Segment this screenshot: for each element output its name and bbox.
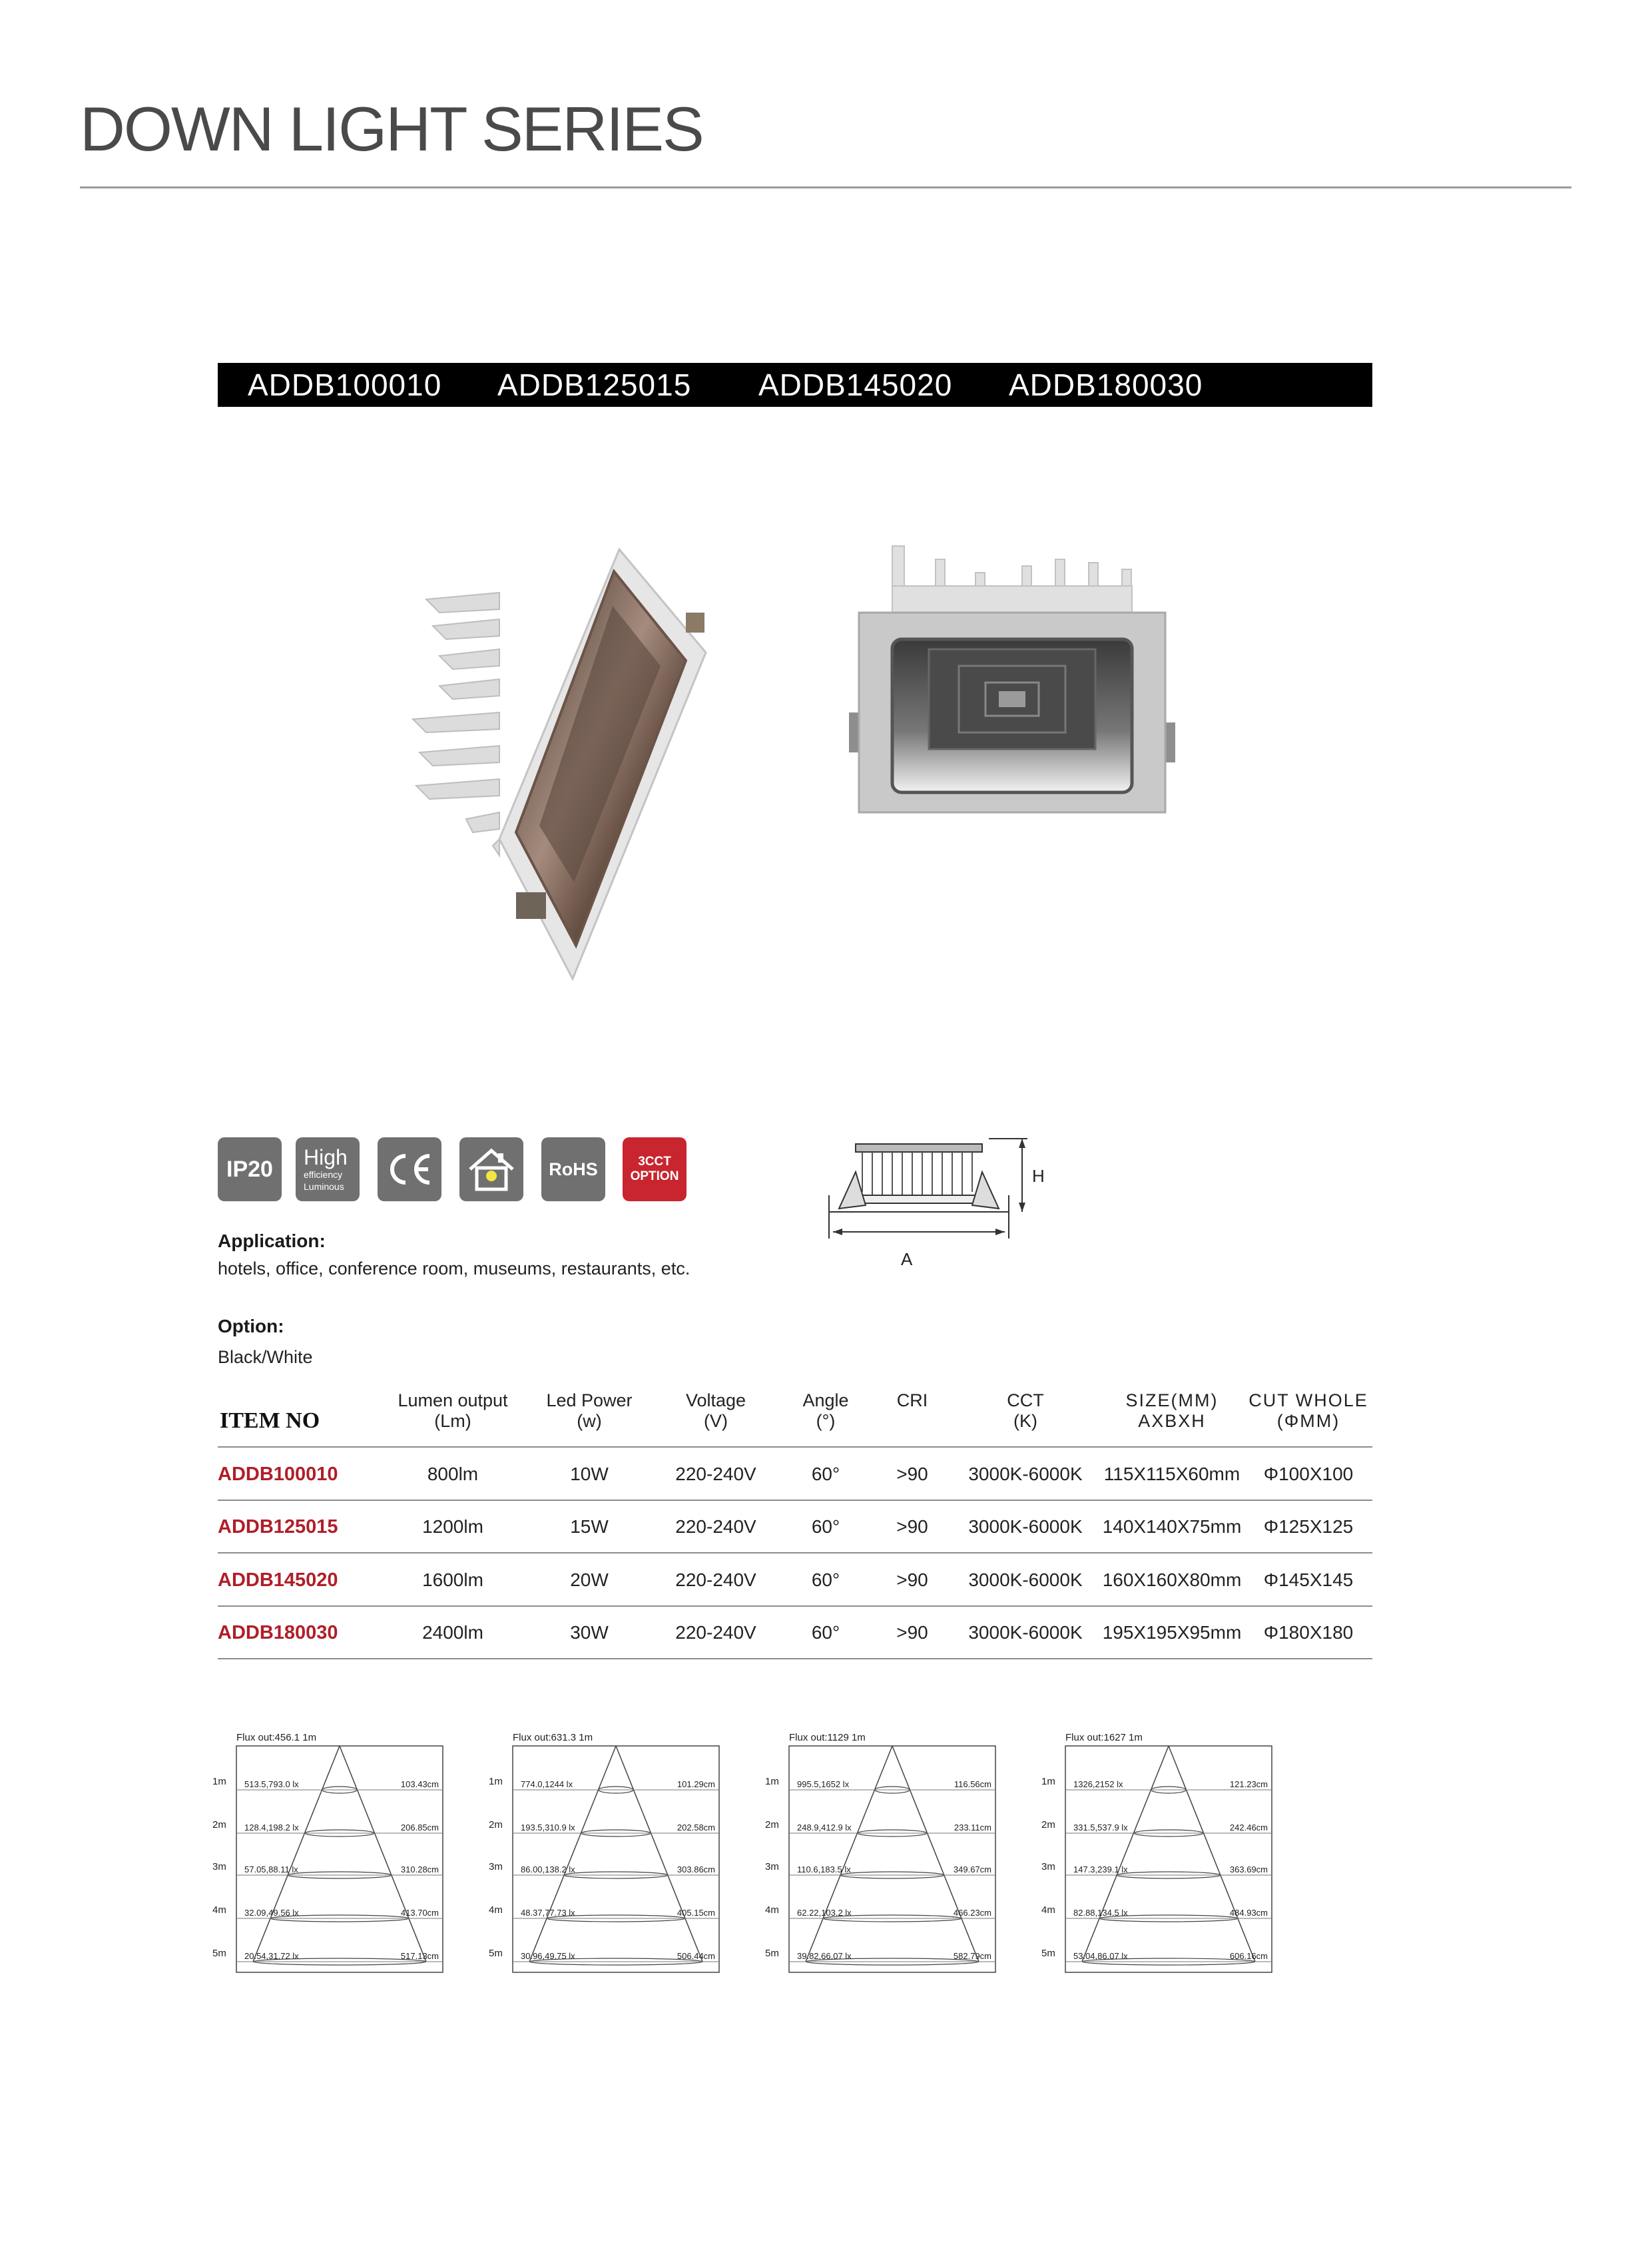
distance-label: 1m bbox=[212, 1776, 226, 1787]
model-label: ADDB180030 bbox=[1009, 368, 1203, 402]
diameter-label: 101.29cm bbox=[677, 1779, 715, 1789]
cct-cell: 3000K-6000K bbox=[968, 1464, 1083, 1484]
diameter-label: 206.85cm bbox=[400, 1822, 439, 1832]
title-divider bbox=[80, 186, 1571, 188]
lux-label: 1326,2152 lx bbox=[1073, 1779, 1123, 1789]
power-cell: 10W bbox=[570, 1464, 609, 1484]
distance-label: 4m bbox=[765, 1904, 779, 1916]
model-label: ADDB125015 bbox=[497, 368, 692, 402]
voltage-cell: 220-240V bbox=[675, 1569, 756, 1590]
column-header: CRI bbox=[896, 1390, 928, 1410]
column-header: Voltage (V) bbox=[685, 1390, 746, 1431]
lux-label: 30.96,49.75 lx bbox=[521, 1951, 575, 1961]
distance-label: 1m bbox=[489, 1776, 503, 1787]
distance-label: 5m bbox=[489, 1948, 503, 1959]
diameter-label: 517.13cm bbox=[400, 1951, 439, 1961]
item-code: ADDB180030 bbox=[218, 1622, 338, 1643]
lux-label: 513.5,793.0 lx bbox=[244, 1779, 299, 1789]
distance-label: 3m bbox=[212, 1861, 226, 1872]
3cct-option-badge bbox=[623, 1137, 687, 1201]
cut-cell: Φ145X145 bbox=[1263, 1569, 1354, 1590]
lumen-cell: 800lm bbox=[427, 1464, 479, 1484]
rohs-badge bbox=[541, 1137, 605, 1201]
cone-edge bbox=[1082, 1746, 1169, 1962]
chart-title: Flux out:631.3 1m bbox=[513, 1732, 593, 1743]
distance-label: 5m bbox=[1041, 1948, 1055, 1959]
cone-edge bbox=[340, 1746, 426, 1962]
cct-cell: 3000K-6000K bbox=[968, 1516, 1083, 1537]
lux-label: 82.88,134.5 lx bbox=[1073, 1908, 1128, 1918]
lux-label: 62.22,103.2 lx bbox=[797, 1908, 852, 1918]
size-cell: 115X115X60mm bbox=[1103, 1464, 1240, 1484]
distance-label: 1m bbox=[1041, 1776, 1055, 1787]
badge-text: IP20 bbox=[226, 1156, 273, 1182]
cone-edge bbox=[1169, 1746, 1255, 1962]
lux-label: 48.37,77.73 lx bbox=[521, 1908, 575, 1918]
cone-edge bbox=[529, 1746, 616, 1962]
voltage-cell: 220-240V bbox=[675, 1516, 756, 1537]
size-cell: 195X195X95mm bbox=[1102, 1622, 1242, 1643]
table-divider bbox=[218, 1658, 1372, 1659]
light-distribution-chart bbox=[476, 1731, 756, 1984]
lux-label: 20.54,31.72 lx bbox=[244, 1951, 299, 1961]
diameter-label: 310.28cm bbox=[400, 1864, 439, 1874]
diameter-label: 413.70cm bbox=[400, 1908, 439, 1918]
diameter-label: 506.44cm bbox=[677, 1951, 715, 1961]
badge-text: Luminous bbox=[304, 1181, 344, 1192]
model-label: ADDB100010 bbox=[248, 368, 442, 402]
cone-edge bbox=[253, 1746, 340, 1962]
model-bar bbox=[218, 363, 1372, 407]
cri-cell: >90 bbox=[896, 1464, 928, 1484]
cone-edge bbox=[892, 1746, 979, 1962]
diameter-label: 405.15cm bbox=[677, 1908, 715, 1918]
diameter-label: 466.23cm bbox=[953, 1908, 991, 1918]
page-title: DOWN LIGHT SERIES bbox=[80, 94, 703, 164]
table-divider bbox=[218, 1552, 1372, 1553]
cri-cell: >90 bbox=[896, 1622, 928, 1643]
badge-text: RoHS bbox=[549, 1159, 598, 1179]
lux-label: 147.3,239.1 lx bbox=[1073, 1864, 1128, 1874]
column-header: SIZE(MM) AXBXH bbox=[1125, 1390, 1219, 1431]
badge-text: 3CCT bbox=[638, 1155, 671, 1169]
cut-cell: Φ180X180 bbox=[1263, 1622, 1354, 1643]
voltage-cell: 220-240V bbox=[675, 1464, 756, 1484]
high-efficiency-badge bbox=[296, 1137, 360, 1201]
power-cell: 20W bbox=[570, 1569, 609, 1590]
product-photo-front bbox=[836, 546, 1195, 826]
cone-edge bbox=[806, 1746, 892, 1962]
cct-cell: 3000K-6000K bbox=[968, 1569, 1083, 1590]
lux-label: 86.00,138.2 lx bbox=[521, 1864, 575, 1874]
cut-cell: Φ100X100 bbox=[1263, 1464, 1354, 1484]
distance-label: 2m bbox=[765, 1819, 779, 1830]
distance-label: 1m bbox=[765, 1776, 779, 1787]
angle-cell: 60° bbox=[811, 1464, 840, 1484]
item-no-header: ITEM NO bbox=[220, 1408, 320, 1433]
diameter-label: 606.16cm bbox=[1229, 1951, 1268, 1961]
column-header: CUT WHOLE (ΦMM) bbox=[1248, 1390, 1368, 1431]
lux-label: 57.05,88.11 lx bbox=[244, 1864, 298, 1874]
indoor-use-icon bbox=[459, 1137, 523, 1201]
light-distribution-chart bbox=[752, 1731, 1032, 1984]
lux-label: 128.4,198.2 lx bbox=[244, 1822, 299, 1832]
angle-cell: 60° bbox=[811, 1569, 840, 1590]
distance-label: 4m bbox=[489, 1904, 503, 1916]
diameter-label: 116.56cm bbox=[954, 1779, 991, 1789]
option-label: Option: bbox=[218, 1316, 284, 1336]
chart-title: Flux out:456.1 1m bbox=[236, 1732, 317, 1743]
light-distribution-chart bbox=[1029, 1731, 1308, 1984]
diameter-label: 582.79cm bbox=[953, 1951, 991, 1961]
diameter-label: 242.46cm bbox=[1229, 1822, 1268, 1832]
size-cell: 160X160X80mm bbox=[1102, 1569, 1242, 1590]
distance-label: 4m bbox=[1041, 1904, 1055, 1916]
lux-label: 331.5,537.9 lx bbox=[1073, 1822, 1128, 1832]
lux-label: 774.0,1244 lx bbox=[521, 1779, 573, 1789]
badge-text: High bbox=[304, 1145, 348, 1169]
distance-label: 2m bbox=[1041, 1819, 1055, 1830]
distance-label: 2m bbox=[489, 1819, 503, 1830]
table-divider bbox=[218, 1500, 1372, 1501]
power-cell: 30W bbox=[570, 1622, 609, 1643]
height-label: H bbox=[1032, 1166, 1045, 1186]
power-cell: 15W bbox=[570, 1516, 609, 1537]
lux-label: 32.09,49.56 lx bbox=[244, 1908, 299, 1918]
distance-label: 3m bbox=[1041, 1861, 1055, 1872]
lumen-cell: 1200lm bbox=[422, 1516, 483, 1537]
cct-cell: 3000K-6000K bbox=[968, 1622, 1083, 1643]
application-text: hotels, office, conference room, museums, restaurants, etc. bbox=[218, 1259, 690, 1278]
diameter-label: 349.67cm bbox=[953, 1864, 991, 1874]
lux-label: 53.04,86.07 lx bbox=[1073, 1951, 1128, 1961]
column-header: Led Power (w) bbox=[546, 1390, 633, 1431]
dimension-diagram bbox=[816, 1132, 1045, 1292]
column-header: Lumen output (Lm) bbox=[398, 1390, 508, 1431]
cut-cell: Φ125X125 bbox=[1263, 1516, 1354, 1537]
lux-label: 995.5,1652 lx bbox=[797, 1779, 850, 1789]
lumen-cell: 2400lm bbox=[422, 1622, 483, 1643]
model-label: ADDB145020 bbox=[758, 368, 953, 402]
ip20-badge bbox=[218, 1137, 282, 1201]
ce-mark-icon bbox=[378, 1137, 441, 1201]
angle-cell: 60° bbox=[811, 1516, 840, 1537]
item-code: ADDB145020 bbox=[218, 1569, 338, 1591]
lux-label: 39.82,66.07 lx bbox=[797, 1951, 852, 1961]
cone-edge bbox=[616, 1746, 702, 1962]
diameter-label: 363.69cm bbox=[1229, 1864, 1268, 1874]
diameter-label: 202.58cm bbox=[677, 1822, 715, 1832]
column-header: Angle (°) bbox=[802, 1390, 849, 1431]
diameter-label: 233.11cm bbox=[954, 1822, 991, 1832]
distance-label: 3m bbox=[765, 1861, 779, 1872]
angle-cell: 60° bbox=[811, 1622, 840, 1643]
application-label: Application: bbox=[218, 1231, 326, 1251]
cri-cell: >90 bbox=[896, 1569, 928, 1590]
distance-label: 5m bbox=[212, 1948, 226, 1959]
lumen-cell: 1600lm bbox=[422, 1569, 483, 1590]
voltage-cell: 220-240V bbox=[675, 1622, 756, 1643]
table-divider bbox=[218, 1446, 1372, 1448]
size-cell: 140X140X75mm bbox=[1102, 1516, 1242, 1537]
distance-label: 4m bbox=[212, 1904, 226, 1916]
chart-title: Flux out:1129 1m bbox=[789, 1732, 866, 1743]
column-header: CCT (K) bbox=[1007, 1390, 1044, 1431]
item-code: ADDB125015 bbox=[218, 1516, 338, 1538]
lux-label: 110.6,183.5 lx bbox=[797, 1864, 851, 1874]
diameter-label: 121.23cm bbox=[1229, 1779, 1268, 1789]
lux-label: 248.9,412.9 lx bbox=[797, 1822, 852, 1832]
distance-label: 5m bbox=[765, 1948, 779, 1959]
cri-cell: >90 bbox=[896, 1516, 928, 1537]
table-divider bbox=[218, 1605, 1372, 1607]
badge-text: efficiency bbox=[304, 1169, 343, 1180]
badge-text: OPTION bbox=[630, 1169, 679, 1183]
diameter-label: 484.93cm bbox=[1229, 1908, 1268, 1918]
lux-label: 193.5,310.9 lx bbox=[521, 1822, 575, 1832]
item-code: ADDB100010 bbox=[218, 1464, 338, 1485]
chart-title: Flux out:1627 1m bbox=[1065, 1732, 1143, 1743]
diameter-label: 103.43cm bbox=[400, 1779, 439, 1789]
width-label: A bbox=[901, 1249, 913, 1269]
distance-label: 2m bbox=[212, 1819, 226, 1830]
diameter-label: 303.86cm bbox=[677, 1864, 715, 1874]
light-distribution-chart bbox=[200, 1731, 479, 1984]
distance-label: 3m bbox=[489, 1861, 503, 1872]
option-text: Black/White bbox=[218, 1347, 313, 1367]
product-photo-angled bbox=[400, 546, 746, 985]
